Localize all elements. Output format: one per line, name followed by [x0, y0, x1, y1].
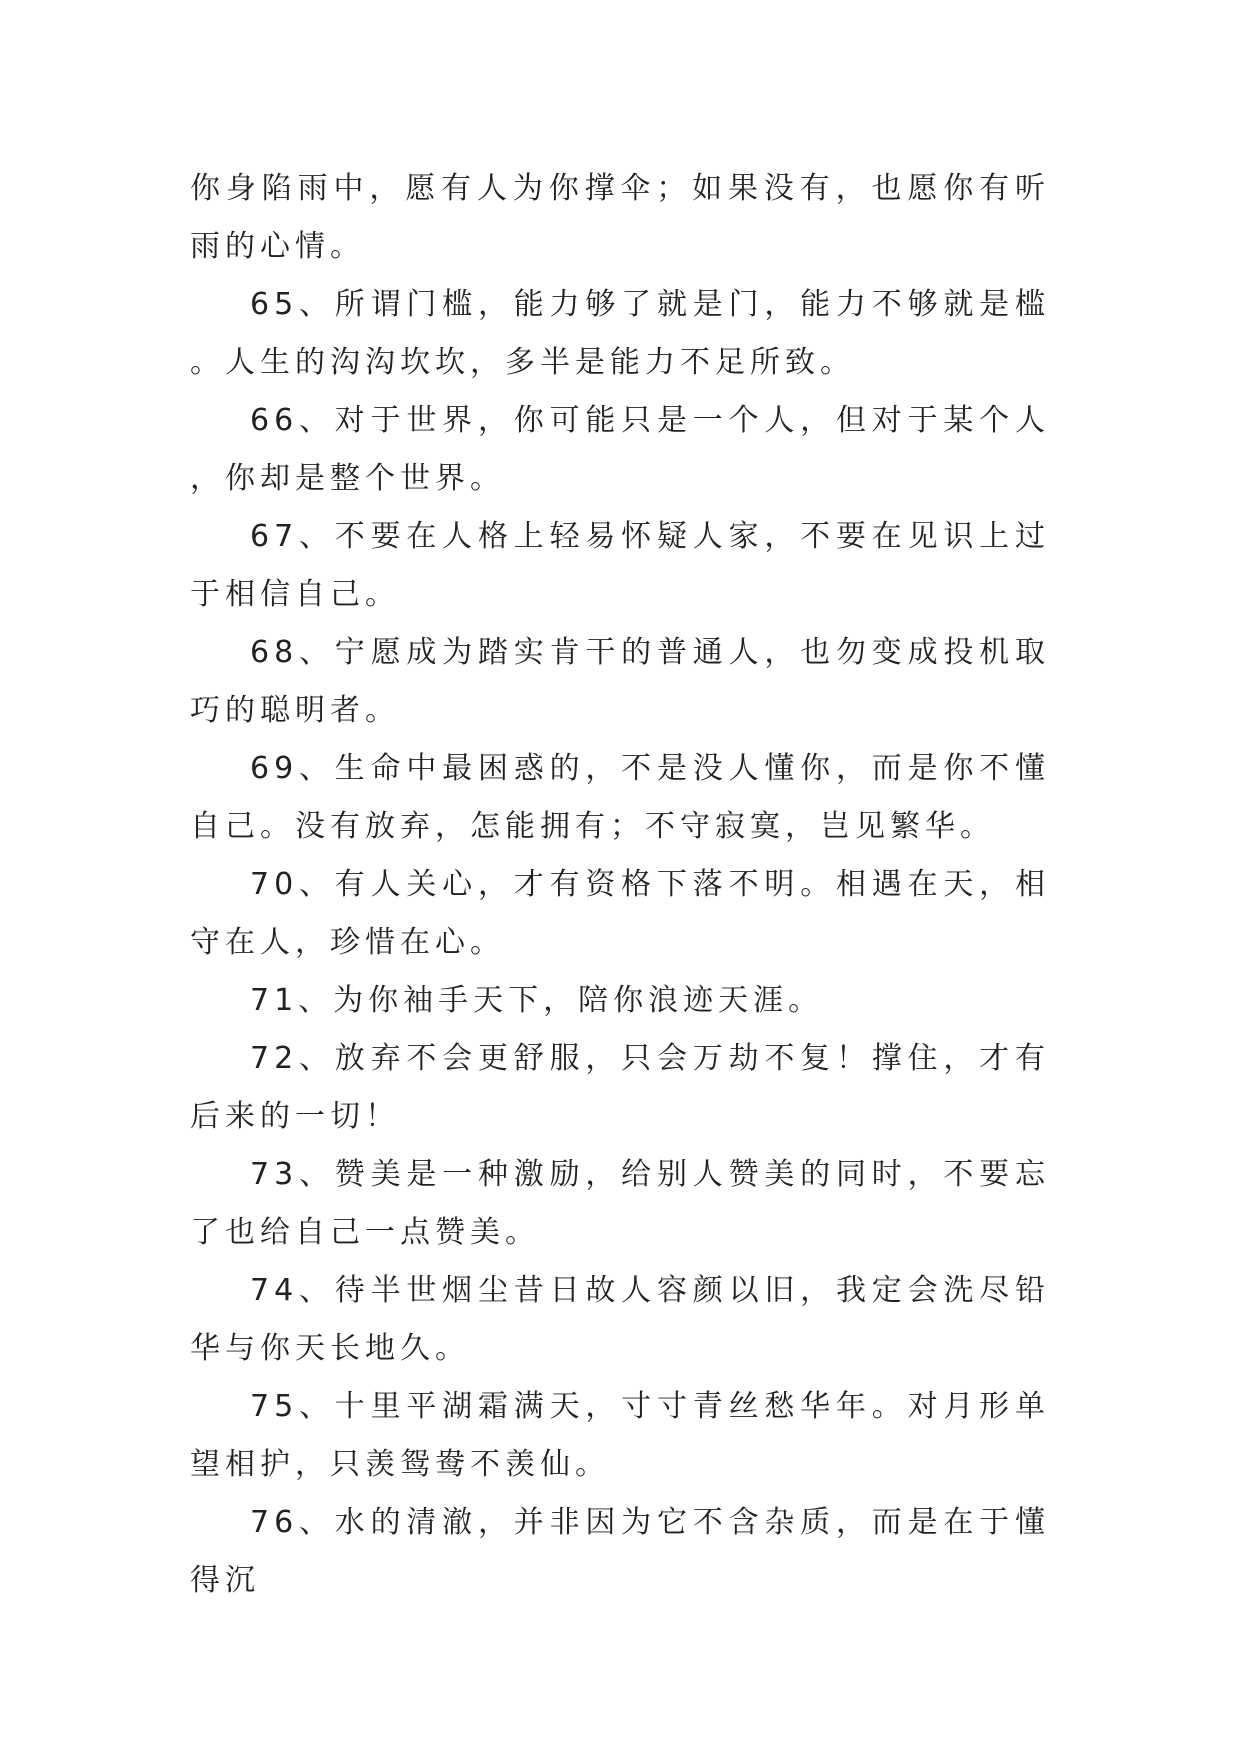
- paragraph-73: 73、赞美是一种激励，给别人赞美的同时，不要忘了也给自己一点赞美。: [190, 1157, 1050, 1250]
- document-body: [190, 160, 1050, 1610]
- paragraph-65: 65、所谓门槛，能力够了就是门，能力不够就是槛。人生的沟沟坎坎，多半是能力不足所致。: [190, 287, 1050, 380]
- paragraph-76: 76、水的清澈，并非因为它不含杂质，而是在于懂得沉: [190, 1505, 1050, 1598]
- paragraph-75: 75、十里平湖霜满天，寸寸青丝愁华年。对月形单望相护，只羡鸳鸯不羡仙。: [190, 1389, 1050, 1482]
- paragraph-continuation: 你身陷雨中，愿有人为你撑伞；如果没有，也愿你有听雨的心情。: [190, 171, 1050, 264]
- paragraph-69: 69、生命中最困惑的，不是没人懂你，而是你不懂自己。没有放弃，怎能拥有；不守寂寞，岂见繁华。: [190, 751, 1050, 844]
- paragraph-68: 68、宁愿成为踏实肯干的普通人，也勿变成投机取巧的聪明者。: [190, 635, 1050, 728]
- paragraph-72: 72、放弃不会更舒服，只会万劫不复！撑住，才有后来的一切！: [190, 1041, 1050, 1134]
- paragraph-67: 67、不要在人格上轻易怀疑人家，不要在见识上过于相信自己。: [190, 519, 1050, 612]
- paragraph-66: 66、对于世界，你可能只是一个人，但对于某个人，你却是整个世界。: [190, 403, 1050, 496]
- paragraph-71: 71、为你袖手天下，陪你浪迹天涯。: [250, 983, 824, 1018]
- paragraph-74: 74、待半世烟尘昔日故人容颜以旧，我定会洗尽铅华与你天长地久。: [190, 1273, 1050, 1366]
- paragraph-70: 70、有人关心，才有资格下落不明。相遇在天，相守在人，珍惜在心。: [190, 867, 1050, 960]
